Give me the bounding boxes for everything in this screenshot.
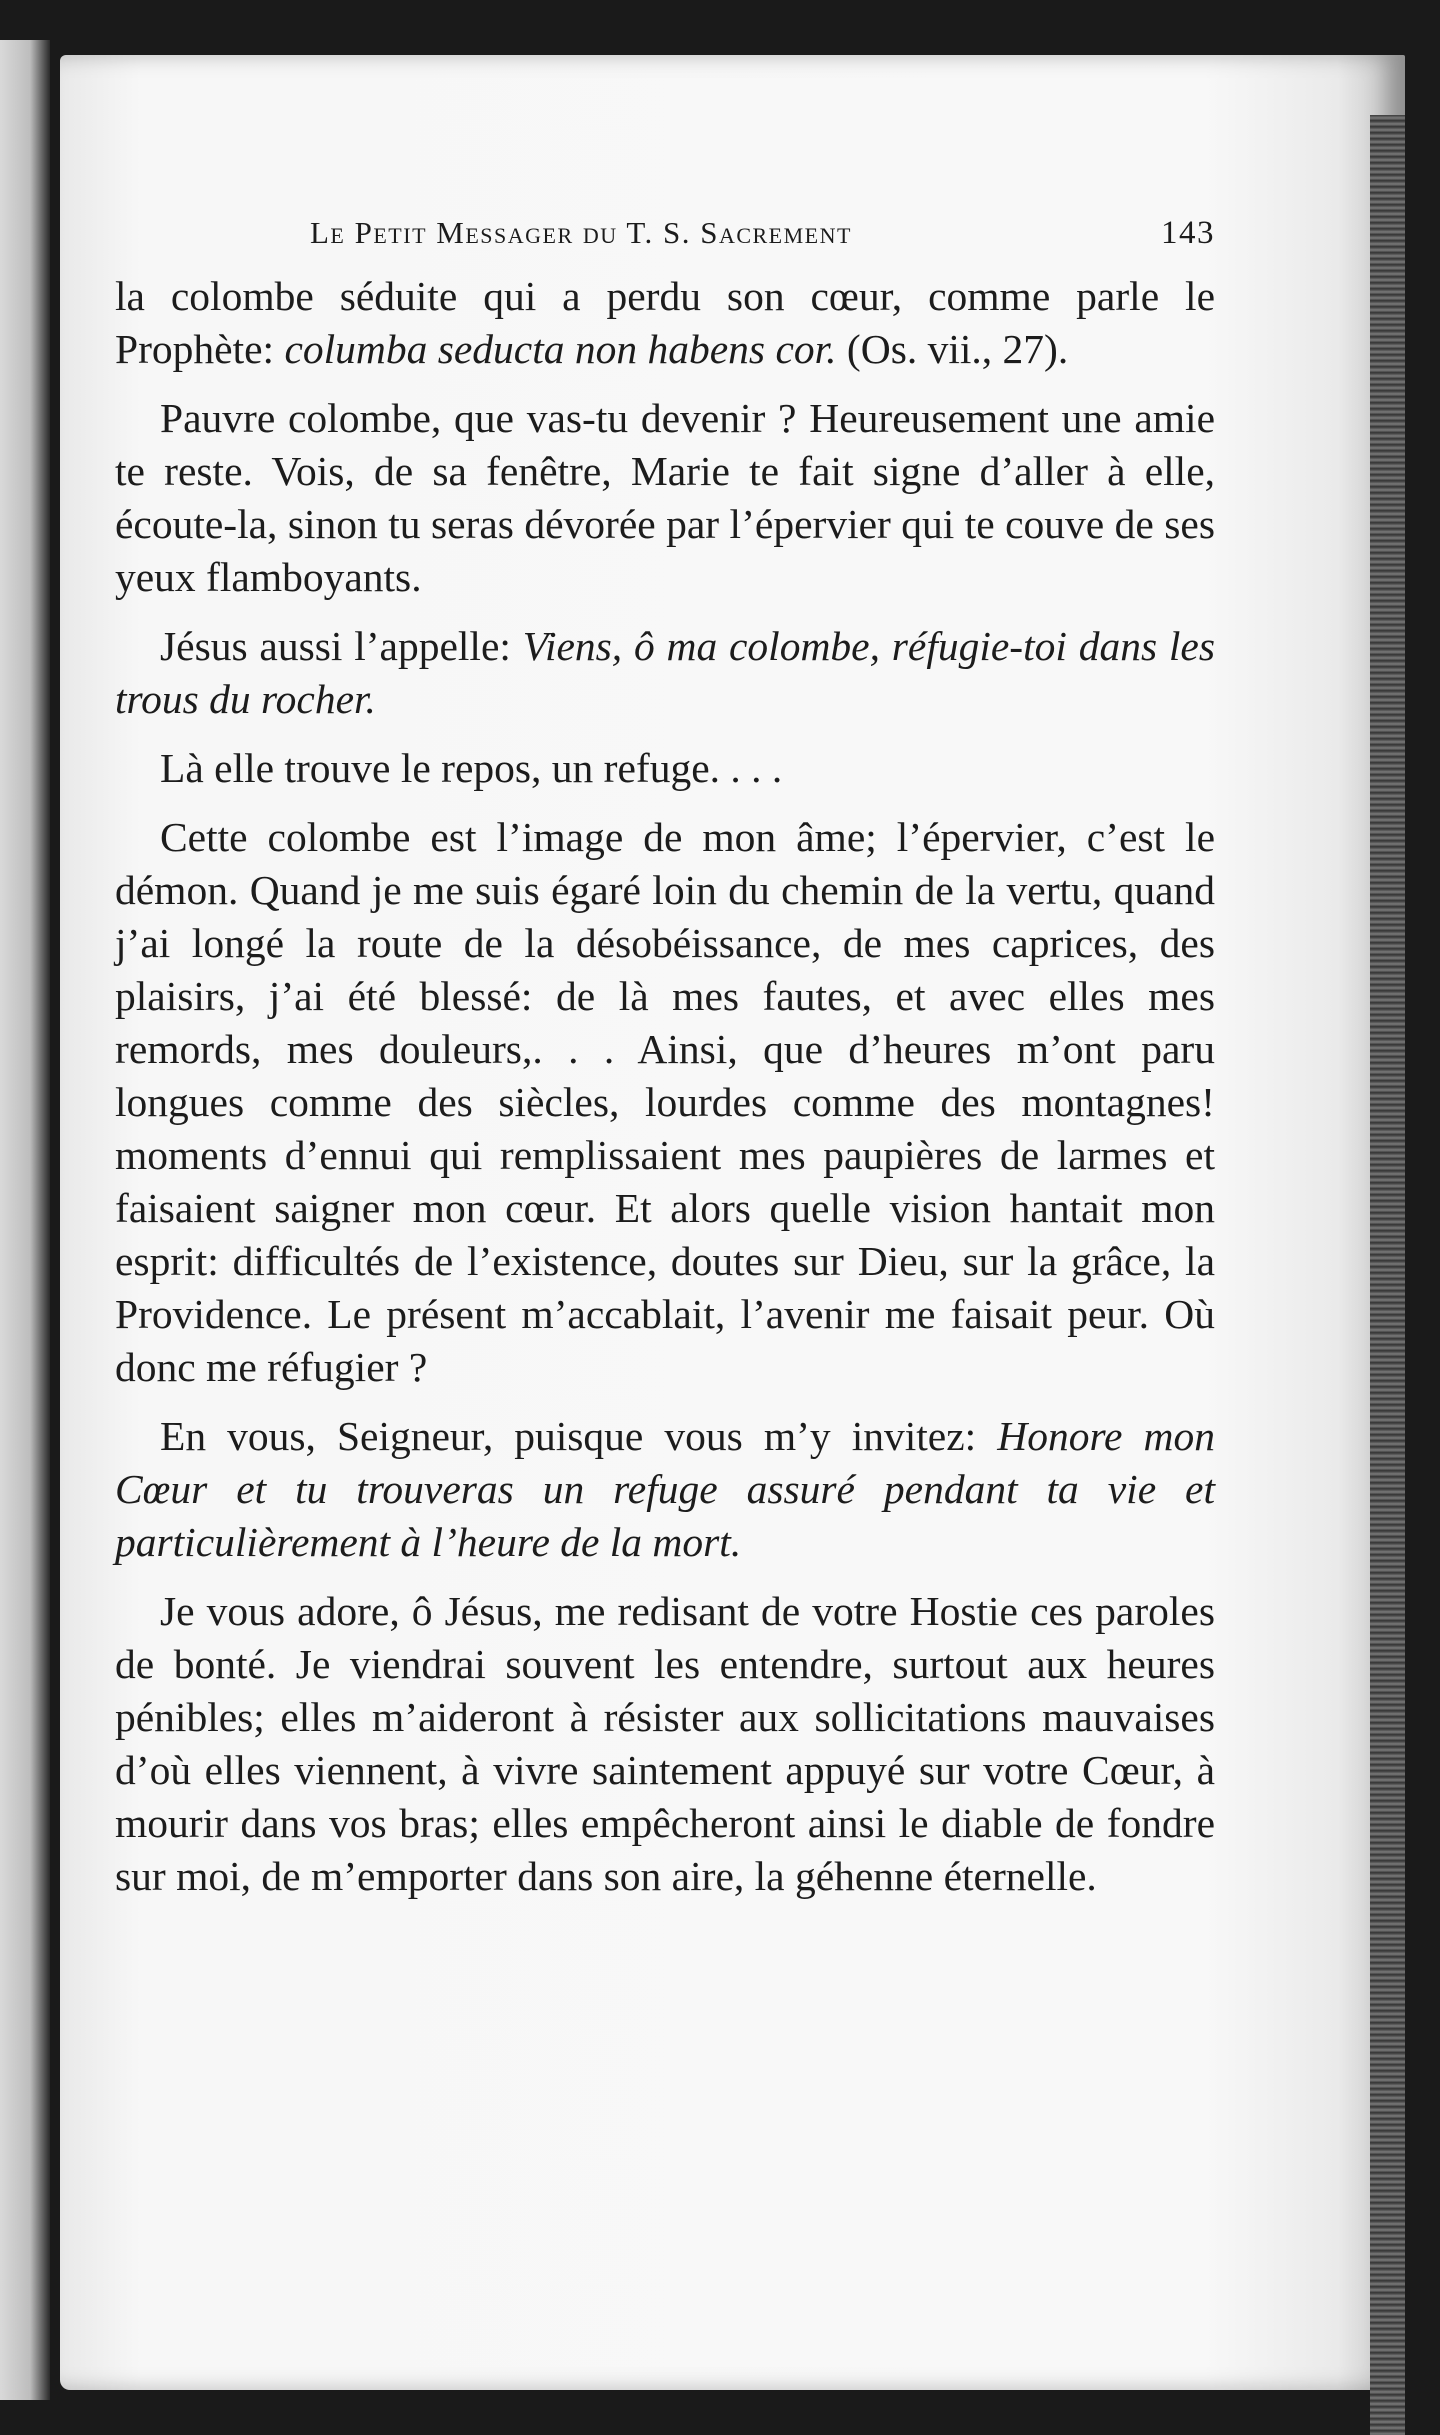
text-run: En vous, Seigneur, puisque vous m’y invitez: [160, 1413, 998, 1459]
paragraph: Pauvre colombe, que vas-tu devenir ? Heureusement une amie te reste. Vois, de sa fenêtre, Marie te fait signe d’aller à elle, écoute-la, sinon tu seras dévorée par l’épervier qui te couve de ses yeux flamboyants. [115, 395, 1215, 600]
text-run: Jésus aussi l’appelle: [160, 623, 523, 669]
paragraph [115, 620, 1215, 726]
body-text [115, 270, 1215, 1903]
italic-quote: Honore mon Cœur et tu trouveras un refuge assuré pendant ta vie et particulièrement à l’heure de la mort. [115, 1413, 1215, 1565]
paragraph: Je vous adore, ô Jésus, me redisant de votre Hostie ces paroles de bonté. Je viendrai souvent les entendre, surtout aux heures pénibles; elles m’aideront à résister aux sollicitations mauvaises d’où elles viennent, à vivre saintement appuyé sur votre Cœur, à mourir dans vos bras; elles empêcheront ainsi le diable de fondre sur moi, de m’emporter dans son aire, la géhenne éternelle. [115, 1588, 1215, 1899]
italic-quote: Viens, ô ma colombe, réfugie-toi dans les trous du rocher. [115, 623, 1216, 722]
citation: (Os. vii., 27). [836, 326, 1069, 372]
text-run: la colombe séduite qui a perdu son cœur, comme parle le Prophète: [115, 273, 1215, 372]
paragraph [115, 270, 1215, 376]
paragraph: Cette colombe est l’image de mon âme; l’épervier, c’est le démon. Quand je me suis égaré loin du chemin de la vertu, quand j’ai longé la route de la désobéissance, de mes caprices, des plaisirs, j’ai été blessé: de là mes fautes, et avec elles mes remords, mes douleurs,. . . Ainsi, que d’heures m’ont paru longues comme des siècles, lourdes comme des montagnes! moments d’ennui qui remplissaient mes paupières de larmes et faisaient saigner mon cœur. Et alors quelle vision hantait mon esprit: difficultés de l’existence, doutes sur Dieu, sur la grâce, la Providence. Le présent m’accablait, l’avenir me faisait peur. Où donc me réfugier ? [115, 814, 1215, 1390]
running-title: Le Petit Messager du T. S. Sacrement [310, 215, 852, 250]
paragraph: Là elle trouve le repos, un refuge. . . . [160, 745, 783, 791]
page-content [115, 215, 1215, 1919]
page-number: 143 [1161, 215, 1215, 251]
paragraph [115, 1410, 1215, 1569]
running-header [310, 215, 1215, 252]
latin-quote: columba seducta non habens cor. [284, 326, 837, 372]
facing-page-edge [0, 40, 50, 2400]
page-stack-edge [1370, 115, 1405, 2435]
